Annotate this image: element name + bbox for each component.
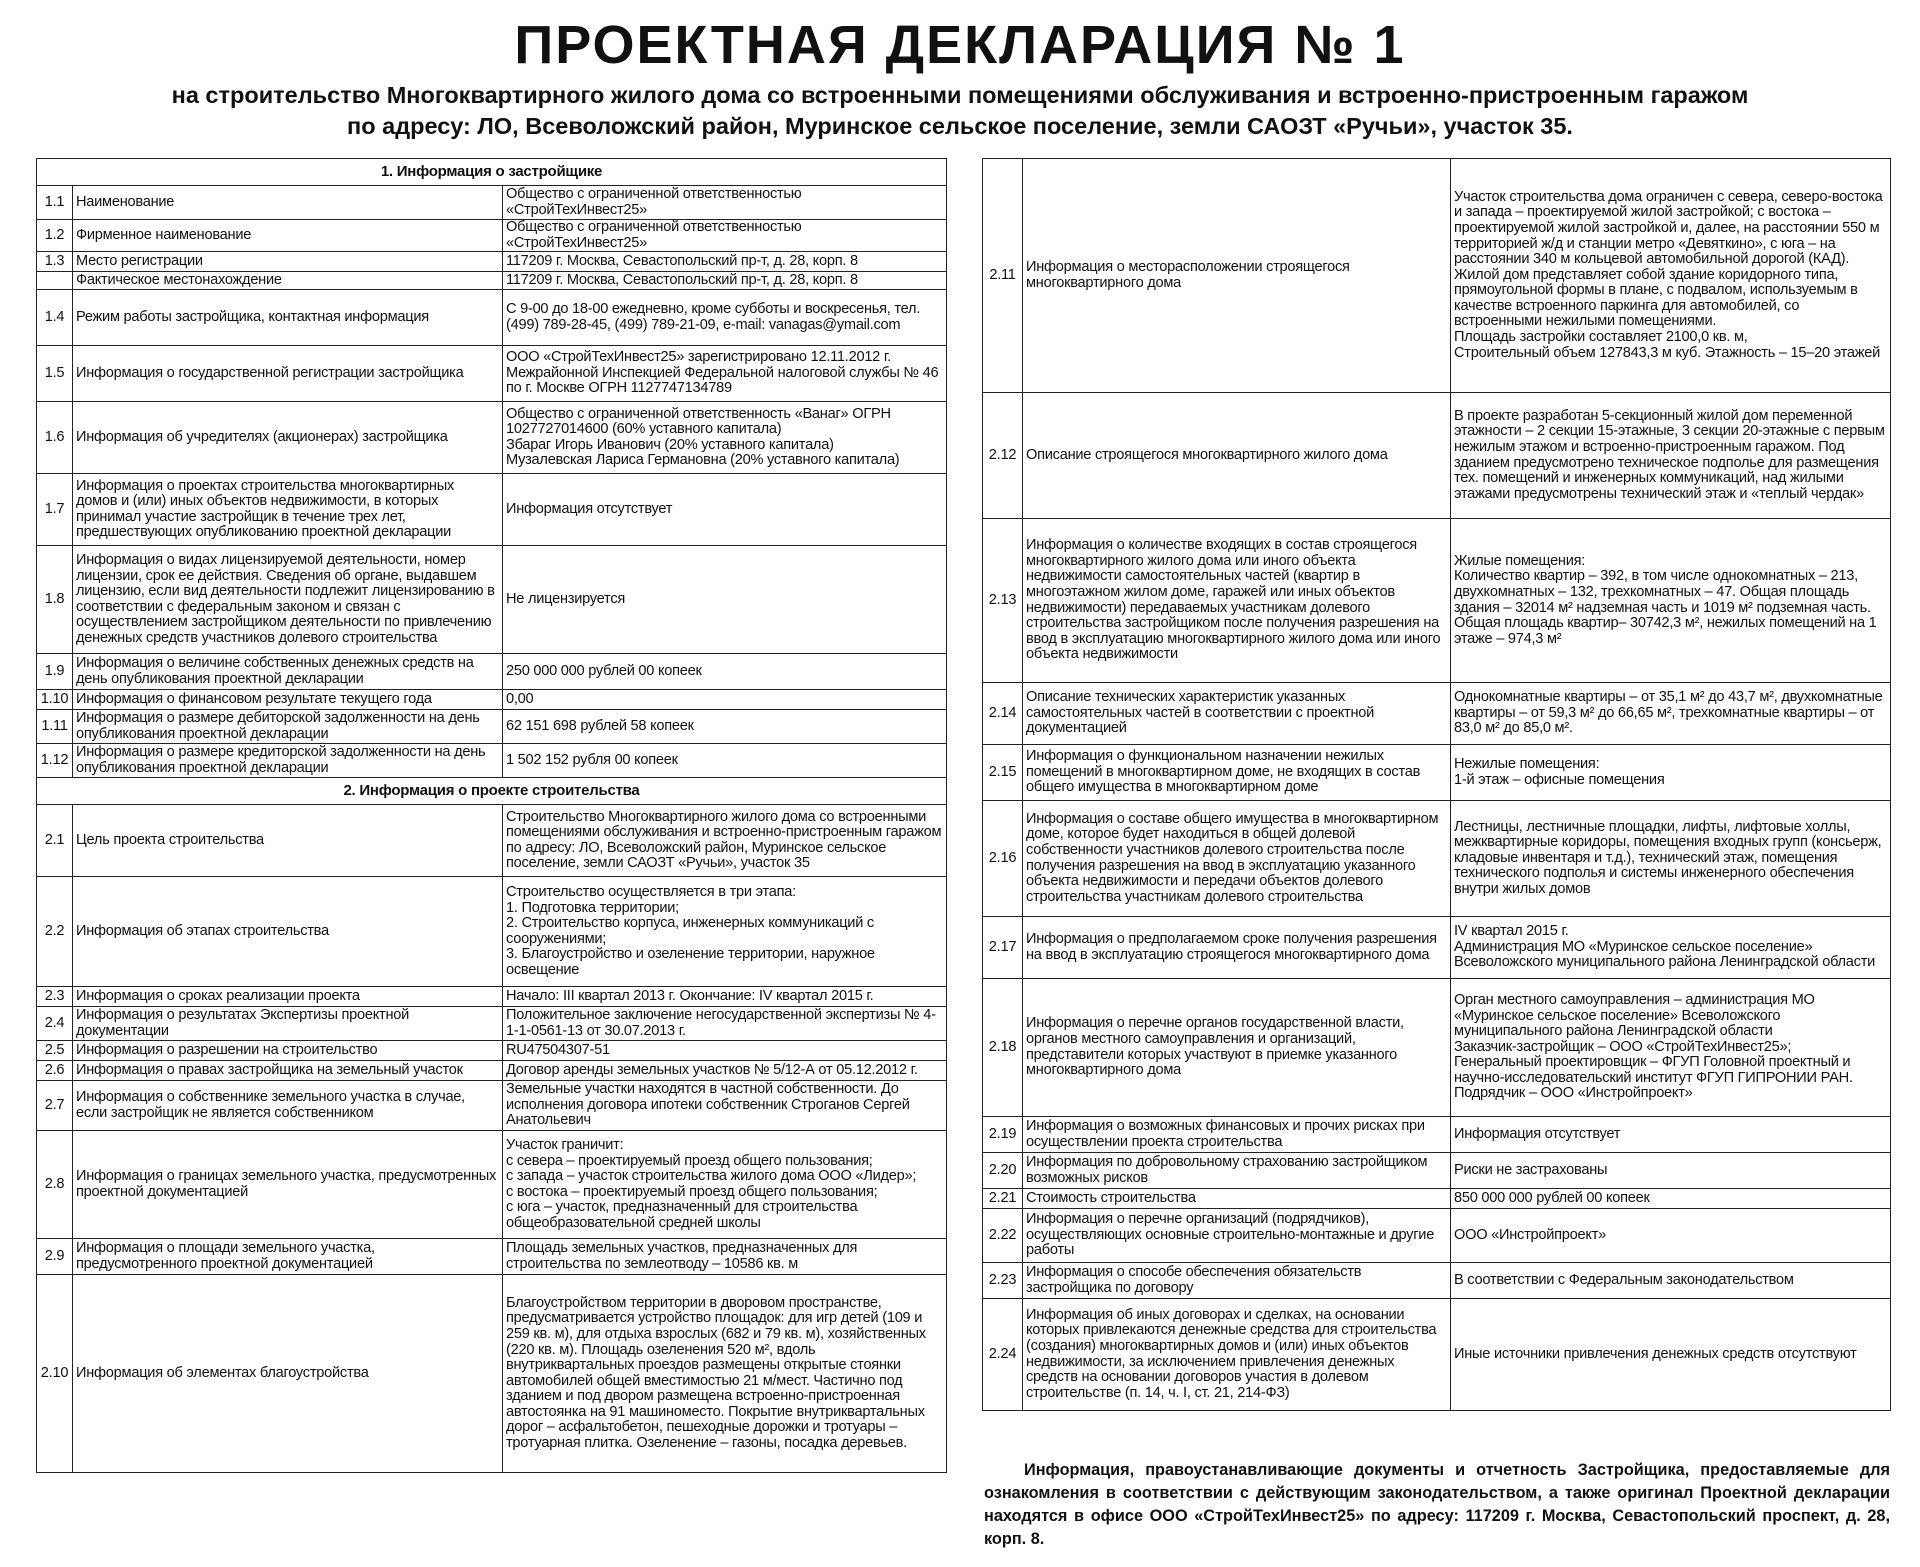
row-value: В проекте разработан 5-секционный жилой дом переменной этажности – 2 секции 15-этажные, 3 секции 20-этажные с первым нежилым этажом и встроенно-пристроенным гаражом. Под зданием предусмотрено техническое подполье для размещения тех. помещений и инженерных коммуникаций, над жилыми этажами предусмотрены технический этаж и «теплый чердак» <box>1451 393 1891 519</box>
row-number: 2.18 <box>983 979 1023 1117</box>
row-number: 2.2 <box>37 877 73 987</box>
row-value: Строительство Многоквартирного жилого дома со встроенными помещениями обслуживания и встроенно-пристроенным гаражом по адресу: ЛО, Всеволожский район, Муринское сельское поселение, земли САОЗТ «Ручьи», участок 35 <box>503 805 947 877</box>
row-number: 1.1 <box>37 186 73 220</box>
table-row <box>37 272 947 290</box>
row-number: 2.1 <box>37 805 73 877</box>
row-value: IV квартал 2015 г. Администрация МО «Муринское сельское поселение» Всеволожского муниципального района Ленинградской области <box>1451 917 1891 979</box>
row-label: Информация об этапах строительства <box>73 877 503 987</box>
section-developer-info <box>37 159 947 186</box>
table-row <box>37 1007 947 1041</box>
row-value: Договор аренды земельных участков № 5/12-А от 05.12.2012 г. <box>503 1061 947 1081</box>
table-row <box>983 1209 1891 1263</box>
row-number: 2.23 <box>983 1263 1023 1299</box>
table-row <box>983 519 1891 683</box>
table-row <box>983 745 1891 801</box>
row-label: Информация о видах лицензируемой деятельности, номер лицензии, срок ее действия. Сведения об органе, выдавшем лицензию, если вид деятельности подлежит лицензированию в соответствии с федеральным законом и связан с осуществлением застройщиком деятельности по привлечению денежных средств участников долевого строительства <box>73 546 503 654</box>
table-row <box>37 1239 947 1275</box>
row-label: Информация о сроках реализации проекта <box>73 987 503 1007</box>
table-row <box>37 220 947 252</box>
row-number: 1.4 <box>37 290 73 346</box>
table-row <box>983 1189 1891 1209</box>
row-value: 117209 г. Москва, Севастопольский пр-т, д. 28, корп. 8 <box>503 252 947 272</box>
right-column <box>982 158 1890 1411</box>
row-value: Общество с ограниченной ответственностью «СтройТехИнвест25» <box>503 186 947 220</box>
row-number: 2.12 <box>983 393 1023 519</box>
row-label: Информация о количестве входящих в состав строящегося многоквартирного жилого дома или иного объекта недвижимости самостоятельных частей (квартир в многоэтажном жилом доме, гаражей или иных объектов недвижимости) передаваемых участникам долевого строительства застройщиком после получения разрешения на ввод в эксплуатацию многоквартирного жилого дома или иного объекта недвижимости <box>1023 519 1451 683</box>
section-developer-info-title: 1. Информация о застройщике <box>37 159 947 186</box>
subtitle-line-1: на строительство Многоквартирного жилого дома со встроенными помещениями обслуживания и встроенно-пристроенным гаражом <box>171 82 1749 108</box>
row-number: 2.14 <box>983 683 1023 745</box>
row-label: Информация о перечне организаций (подрядчиков), осуществляющих основные строительно-монтажные и другие работы <box>1023 1209 1451 1263</box>
row-number: 2.8 <box>37 1131 73 1239</box>
row-number: 2.6 <box>37 1061 73 1081</box>
row-value: С 9-00 до 18-00 ежедневно, кроме субботы и воскресенья, тел. (499) 789-28-45, (499) 789-21-09, e-mail: vanagas@ymail.com <box>503 290 947 346</box>
row-label: Информация о разрешении на строительство <box>73 1041 503 1061</box>
table-row <box>37 402 947 474</box>
row-number: 1.7 <box>37 474 73 546</box>
table-row <box>37 877 947 987</box>
table-row <box>37 690 947 710</box>
row-label: Место регистрации <box>73 252 503 272</box>
row-value: В соответствии с Федеральным законодательством <box>1451 1263 1891 1299</box>
table-row <box>983 1153 1891 1189</box>
row-number: 2.22 <box>983 1209 1023 1263</box>
table-row <box>37 1081 947 1131</box>
row-number: 2.5 <box>37 1041 73 1061</box>
document-title: ПРОЕКТНАЯ ДЕКЛАРАЦИЯ № 1 <box>514 15 1406 75</box>
row-value: ООО «СтройТехИнвест25» зарегистрировано 12.11.2012 г. Межрайонной Инспекцией Федеральной налоговой службы № 46 по г. Москве ОГРН 1127747134789 <box>503 346 947 402</box>
section-project-info-title: 2. Информация о проекте строительства <box>37 778 947 805</box>
row-label: Фактическое местонахождение <box>73 272 503 290</box>
row-value: Риски не застрахованы <box>1451 1153 1891 1189</box>
row-label: Цель проекта строительства <box>73 805 503 877</box>
row-label: Информация о возможных финансовых и прочих рисках при осуществлении проекта строительства <box>1023 1117 1451 1153</box>
row-number: 1.11 <box>37 710 73 744</box>
row-number: 1.2 <box>37 220 73 252</box>
row-label: Информация о собственнике земельного участка в случае, если застройщик не является собственником <box>73 1081 503 1131</box>
row-value: Лестницы, лестничные площадки, лифты, лифтовые холлы, межквартирные коридоры, помещения входных групп (консьерж, кладовые инвентаря и т.д.), технический этаж, помещения технического подполья и системы инженерного обеспечения внутри жилых домов <box>1451 801 1891 917</box>
table-row <box>37 290 947 346</box>
table-row <box>37 744 947 778</box>
table-row <box>983 801 1891 917</box>
table-row <box>37 1041 947 1061</box>
table-row <box>983 159 1891 393</box>
row-value: Информация отсутствует <box>503 474 947 546</box>
row-number: 2.19 <box>983 1117 1023 1153</box>
row-value: 117209 г. Москва, Севастопольский пр-т, д. 28, корп. 8 <box>503 272 947 290</box>
row-label: Информация о правах застройщика на земельный участок <box>73 1061 503 1081</box>
row-value: Общество с ограниченной ответственностью «СтройТехИнвест25» <box>503 220 947 252</box>
table-row <box>37 710 947 744</box>
table-row <box>983 1117 1891 1153</box>
row-value: RU47504307-51 <box>503 1041 947 1061</box>
table-row <box>37 1131 947 1239</box>
row-value: Земельные участки находятся в частной собственности. До исполнения договора ипотеки собственник Строганов Сергей Анатольевич <box>503 1081 947 1131</box>
row-number: 2.16 <box>983 801 1023 917</box>
row-label: Информация о функциональном назначении нежилых помещений в многоквартирном доме, не входящих в состав общего имущества в многоквартирном доме <box>1023 745 1451 801</box>
table-row <box>37 1061 947 1081</box>
table-row <box>983 979 1891 1117</box>
declaration-table-left <box>36 158 947 1473</box>
row-label: Информация о предполагаемом сроке получения разрешения на ввод в эксплуатацию строящегося многоквартирного дома <box>1023 917 1451 979</box>
section-project-info <box>37 778 947 805</box>
row-value: 62 151 698 рублей 58 копеек <box>503 710 947 744</box>
row-number: 1.3 <box>37 252 73 272</box>
row-value: Жилые помещения: Количество квартир – 392, в том числе однокомнатных – 213, двухкомнатных – 132, трехкомнатных – 47. Общая площадь здания – 32014 м² надземная часть и 1019 м² подземная часть. Общая площадь квартир– 30742,3 м², нежилых помещений на 1 этаже – 974,3 м² <box>1451 519 1891 683</box>
row-value: Участок граничит: с севера – проектируемый проезд общего пользования; с запада – участок строительства жилого дома ООО «Лидер»; с востока – проектируемый проезд общего пользования; с юга – участок, предназначенный для строительства общеобразовательной средней школы <box>503 1131 947 1239</box>
row-label: Информация об элементах благоустройства <box>73 1275 503 1473</box>
row-label: Информация об иных договорах и сделках, на основании которых привлекаются денежные средства для строительства (создания) многоквартирных домов и (или) иных объектов недвижимости, за исключением привлечения денежных средств на основании договоров участия в долевом строительстве (п. 14, ч. I, ст. 21, 214-ФЗ) <box>1023 1299 1451 1411</box>
subtitle-line-2: по адресу: ЛО, Всеволожский район, Муринское сельское поселение, земли САОЗТ «Ручьи», участок 35. <box>347 113 1573 139</box>
table-row <box>37 987 947 1007</box>
row-label: Информация о государственной регистрации застройщика <box>73 346 503 402</box>
row-value: Общество с ограниченной ответственность «Ванаг» ОГРН 1027727014600 (60% уставного капитала) Збараг Игорь Иванович (20% уставного капитала) Музалевская Лариса Германовна (20% уставного капитала) <box>503 402 947 474</box>
row-number: 2.9 <box>37 1239 73 1275</box>
row-label: Наименование <box>73 186 503 220</box>
row-label: Режим работы застройщика, контактная информация <box>73 290 503 346</box>
row-number: 2.21 <box>983 1189 1023 1209</box>
row-number: 1.6 <box>37 402 73 474</box>
row-label: Информация о финансовом результате текущего года <box>73 690 503 710</box>
table-row <box>983 393 1891 519</box>
row-number: 2.13 <box>983 519 1023 683</box>
table-row <box>983 1263 1891 1299</box>
row-label: Информация по добровольному страхованию застройщиком возможных рисков <box>1023 1153 1451 1189</box>
row-value: Нежилые помещения: 1-й этаж – офисные помещения <box>1451 745 1891 801</box>
row-value: Участок строительства дома ограничен с севера, северо-востока и запада – проектируемой жилой застройкой; с востока – проектируемой жилой застройкой и, далее, на расстоянии 550 м территорией ж/д и станции метро «Девяткино», с юга – на расстоянии 340 м кольцевой автомобильной дорогой (КАД). Жилой дом представляет собой здание коридорного типа, прямоугольной формы в плане, с подвалом, используемым в качестве встроенного паркинга для автомобилей, со встроенными нежилыми помещениями. Площадь застройки составляет 2100,0 кв. м, Строительный объем 127843,3 м куб. Этажность – 15–20 этажей <box>1451 159 1891 393</box>
row-value: Иные источники привлечения денежных средств отсутствуют <box>1451 1299 1891 1411</box>
office-info-note: Информация, правоустанавливающие документы и отчетность Застройщика, предоставляемые для ознакомления в соответствии с действующим законодательством, а также оригинал Проектной декларации находятся в офисе ООО «СтройТехИнвест25» по адресу: 117209 г. Москва, Севастопольский проспект, д. 28, корп. 8. <box>984 1461 1890 1548</box>
document-header <box>0 15 1920 142</box>
row-number: 2.15 <box>983 745 1023 801</box>
left-column <box>36 158 946 1473</box>
row-label: Информация о результатах Экспертизы проектной документации <box>73 1007 503 1041</box>
row-value: 850 000 000 рублей 00 копеек <box>1451 1189 1891 1209</box>
row-label: Информация о способе обеспечения обязательств застройщика по договору <box>1023 1263 1451 1299</box>
row-number: 1.12 <box>37 744 73 778</box>
row-value: 250 000 000 рублей 00 копеек <box>503 654 947 690</box>
row-label: Описание технических характеристик указанных самостоятельных частей в соответствии с проектной документацией <box>1023 683 1451 745</box>
row-number: 1.8 <box>37 546 73 654</box>
row-value: Орган местного самоуправления – администрация МО «Муринское сельское поселение» Всеволожского муниципального района Ленинградской области Заказчик-застройщик – ООО «СтройТехИнвест25»; Генеральный проектировщик – ФГУП Головной проектный и научно-исследовательский институт ФГУП ГИПРОНИИ РАН. Подрядчик – ООО «Инстройпроект» <box>1451 979 1891 1117</box>
row-number: 2.11 <box>983 159 1023 393</box>
row-label: Информация о месторасположении строящегося многоквартирного дома <box>1023 159 1451 393</box>
row-label: Информация о размере дебиторской задолженности на день опубликования проектной декларации <box>73 710 503 744</box>
table-row <box>37 654 947 690</box>
row-number <box>37 272 73 290</box>
declaration-table-right <box>982 158 1891 1411</box>
row-label: Фирменное наименование <box>73 220 503 252</box>
row-value: Не лицензируется <box>503 546 947 654</box>
table-row <box>983 917 1891 979</box>
row-number: 2.24 <box>983 1299 1023 1411</box>
table-row <box>37 252 947 272</box>
document-subtitle <box>0 80 1920 142</box>
row-number: 2.10 <box>37 1275 73 1473</box>
row-number: 1.5 <box>37 346 73 402</box>
row-value: Площадь земельных участков, предназначенных для строительства по землеотводу – 10586 кв. м <box>503 1239 947 1275</box>
row-label: Информация о перечне органов государственной власти, органов местного самоуправления и организаций, представители которых участвуют в приемке указанного многоквартирного дома <box>1023 979 1451 1117</box>
row-number: 2.7 <box>37 1081 73 1131</box>
row-label: Описание строящегося многоквартирного жилого дома <box>1023 393 1451 519</box>
row-number: 2.4 <box>37 1007 73 1041</box>
row-label: Информация о проектах строительства многоквартирных домов и (или) иных объектов недвижимости, в которых принимал участие застройщик в течение трех лет, предшествующих опубликованию проектной декларации <box>73 474 503 546</box>
row-label: Стоимость строительства <box>1023 1189 1451 1209</box>
row-value: Строительство осуществляется в три этапа: 1. Подготовка территории; 2. Строительство корпуса, инженерных коммуникаций с сооружениями; 3. Благоустройство и озеленение территории, наружное освещение <box>503 877 947 987</box>
row-label: Информация о составе общего имущества в многоквартирном доме, которое будет находиться в общей долевой собственности участников долевого строительства после получения разрешения на ввод в эксплуатацию указанного объекта недвижимости и передачи объектов долевого строительства участникам долевого строительства <box>1023 801 1451 917</box>
row-number: 2.20 <box>983 1153 1023 1189</box>
row-value: Положительное заключение негосударственной экспертизы № 4-1-1-0561-13 от 30.07.2013 г. <box>503 1007 947 1041</box>
row-label: Информация о границах земельного участка, предусмотренных проектной документацией <box>73 1131 503 1239</box>
row-value: 1 502 152 рубля 00 копеек <box>503 744 947 778</box>
table-row <box>37 474 947 546</box>
table-row <box>37 805 947 877</box>
row-value: 0,00 <box>503 690 947 710</box>
row-number: 2.17 <box>983 917 1023 979</box>
row-value: ООО «Инстройпроект» <box>1451 1209 1891 1263</box>
table-row <box>983 683 1891 745</box>
row-value: Однокомнатные квартиры – от 35,1 м² до 43,7 м², двухкомнатные квартиры – от 59,3 м² до 66,65 м², трехкомнатные квартиры – от 83,0 м² до 85,0 м². <box>1451 683 1891 745</box>
row-number: 2.3 <box>37 987 73 1007</box>
row-label: Информация об учредителях (акционерах) застройщика <box>73 402 503 474</box>
row-number: 1.9 <box>37 654 73 690</box>
row-label: Информация о площади земельного участка, предусмотренного проектной документацией <box>73 1239 503 1275</box>
table-row <box>37 346 947 402</box>
table-row <box>37 186 947 220</box>
table-row <box>983 1299 1891 1411</box>
row-label: Информация о величине собственных денежных средств на день опубликования проектной декларации <box>73 654 503 690</box>
row-value: Начало: III квартал 2013 г. Окончание: IV квартал 2015 г. <box>503 987 947 1007</box>
table-row <box>37 1275 947 1473</box>
row-value: Благоустройством территории в дворовом пространстве, предусматривается устройство площадок: для игр детей (109 и 259 кв. м), для отдыха взрослых (682 и 79 кв. м), хозяйственных (220 кв. м). Площадь озеленения 520 м², вдоль внутриквартальных проездов размещены открытые стоянки автомобилей общей вместимостью 21 м/мест. Частично под зданием и под двором размещена встроенно-пристроенная автостоянка на 91 машиноместо. Покрытие внутриквартальных дорог – асфальтобетон, пешеходные дорожки и тротуары – тротуарная плитка. Озеленение – газоны, посадка деревьев. <box>503 1275 947 1473</box>
table-row <box>37 546 947 654</box>
row-value: Информация отсутствует <box>1451 1117 1891 1153</box>
row-number: 1.10 <box>37 690 73 710</box>
row-label: Информация о размере кредиторской задолженности на день опубликования проектной декларации <box>73 744 503 778</box>
